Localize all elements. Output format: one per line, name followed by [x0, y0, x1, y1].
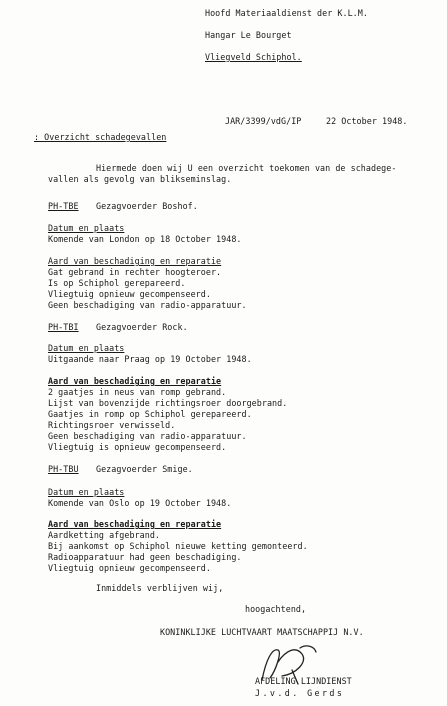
case-1-captain: Gezagvoerder Boshof. — [96, 201, 198, 211]
case-2-damage-line: 2 gaatjes in neus van romp gebrand. — [48, 387, 227, 397]
case-1-registration: PH-TBE — [48, 201, 79, 211]
case-1-date-text: Komende van London op 18 October 1948. — [48, 234, 242, 244]
case-1-damage-line: Is op Schiphol gerepareerd. — [48, 278, 186, 288]
addressee-line-1: Hoofd Materiaaldienst der K.L.M. — [205, 8, 368, 18]
case-3-damage-label: Aard van beschadiging en reparatie — [48, 519, 222, 529]
case-2-damage-line: Lijst van bovenzijde richtingsroer doorgebrand. — [48, 398, 288, 408]
salutation: hoogachtend, — [245, 604, 307, 614]
case-3-damage-line: Vliegtuig opnieuw gecompenseerd. — [48, 563, 211, 573]
case-3-damage-line: Aardketting afgebrand. — [48, 530, 161, 540]
case-2-date-text: Uitgaande naar Praag op 19 October 1948. — [48, 354, 252, 364]
case-3-damage-line: Bij aankomst op Schiphol nieuwe ketting gemonteerd. — [48, 541, 308, 551]
letter-date: 22 October 1948. — [326, 116, 408, 126]
case-1-date-label: Datum en plaats — [48, 223, 125, 233]
addressee-line-2: Hangar Le Bourget — [205, 30, 292, 40]
case-2-damage-label: Aard van beschadiging en reparatie — [48, 376, 222, 386]
case-1-damage-line: Gat gebrand in rechter hoogteroer. — [48, 267, 222, 277]
case-2-damage-line: Gaatjes in romp op Schiphol gerepareerd. — [48, 409, 252, 419]
case-2-damage-line: Richtingsroer verwisseld. — [48, 420, 176, 430]
case-2-damage-line: Geen beschadiging van radio-apparatuur. — [48, 431, 247, 441]
intro-line-1: Hiermede doen wij U een overzicht toekomen van de schadege- — [96, 163, 397, 173]
case-2-registration: PH-TBI — [48, 322, 79, 332]
case-3-registration: PH-TBU — [48, 464, 79, 474]
case-3-damage-line: Radioapparatuur had geen beschadiging. — [48, 552, 242, 562]
subject-line: : Overzicht schadegevallen — [34, 132, 167, 142]
case-1-damage-label: Aard van beschadiging en reparatie — [48, 256, 222, 266]
intro-line-2: vallen als gevolg van blikseminslag. — [48, 174, 232, 184]
closing-line: Inmiddels verblijven wij, — [96, 583, 224, 593]
reference-number: JAR/3399/vdG/IP — [225, 116, 302, 126]
case-3-date-label: Datum en plaats — [48, 487, 125, 497]
case-1-damage-line: Geen beschadiging van radio-apparatuur. — [48, 300, 247, 310]
addressee-line-3: Vliegveld Schiphol. — [205, 52, 302, 62]
case-3-captain: Gezagvoerder Smige. — [96, 464, 193, 474]
company-name: KONINKLIJKE LUCHTVAART MAATSCHAPPIJ N.V. — [160, 627, 364, 637]
signer-name: J.v.d. Gerds — [255, 688, 345, 698]
case-3-date-text: Komende van Oslo op 19 October 1948. — [48, 498, 232, 508]
case-2-damage-line: Vliegtuig is opnieuw gecompenseerd. — [48, 442, 227, 452]
department-name: AFDELING LIJNDIENST — [255, 676, 352, 686]
case-1-damage-line: Vliegtuig opnieuw gecompenseerd. — [48, 289, 211, 299]
case-2-date-label: Datum en plaats — [48, 343, 125, 353]
case-2-captain: Gezagvoerder Rock. — [96, 322, 188, 332]
